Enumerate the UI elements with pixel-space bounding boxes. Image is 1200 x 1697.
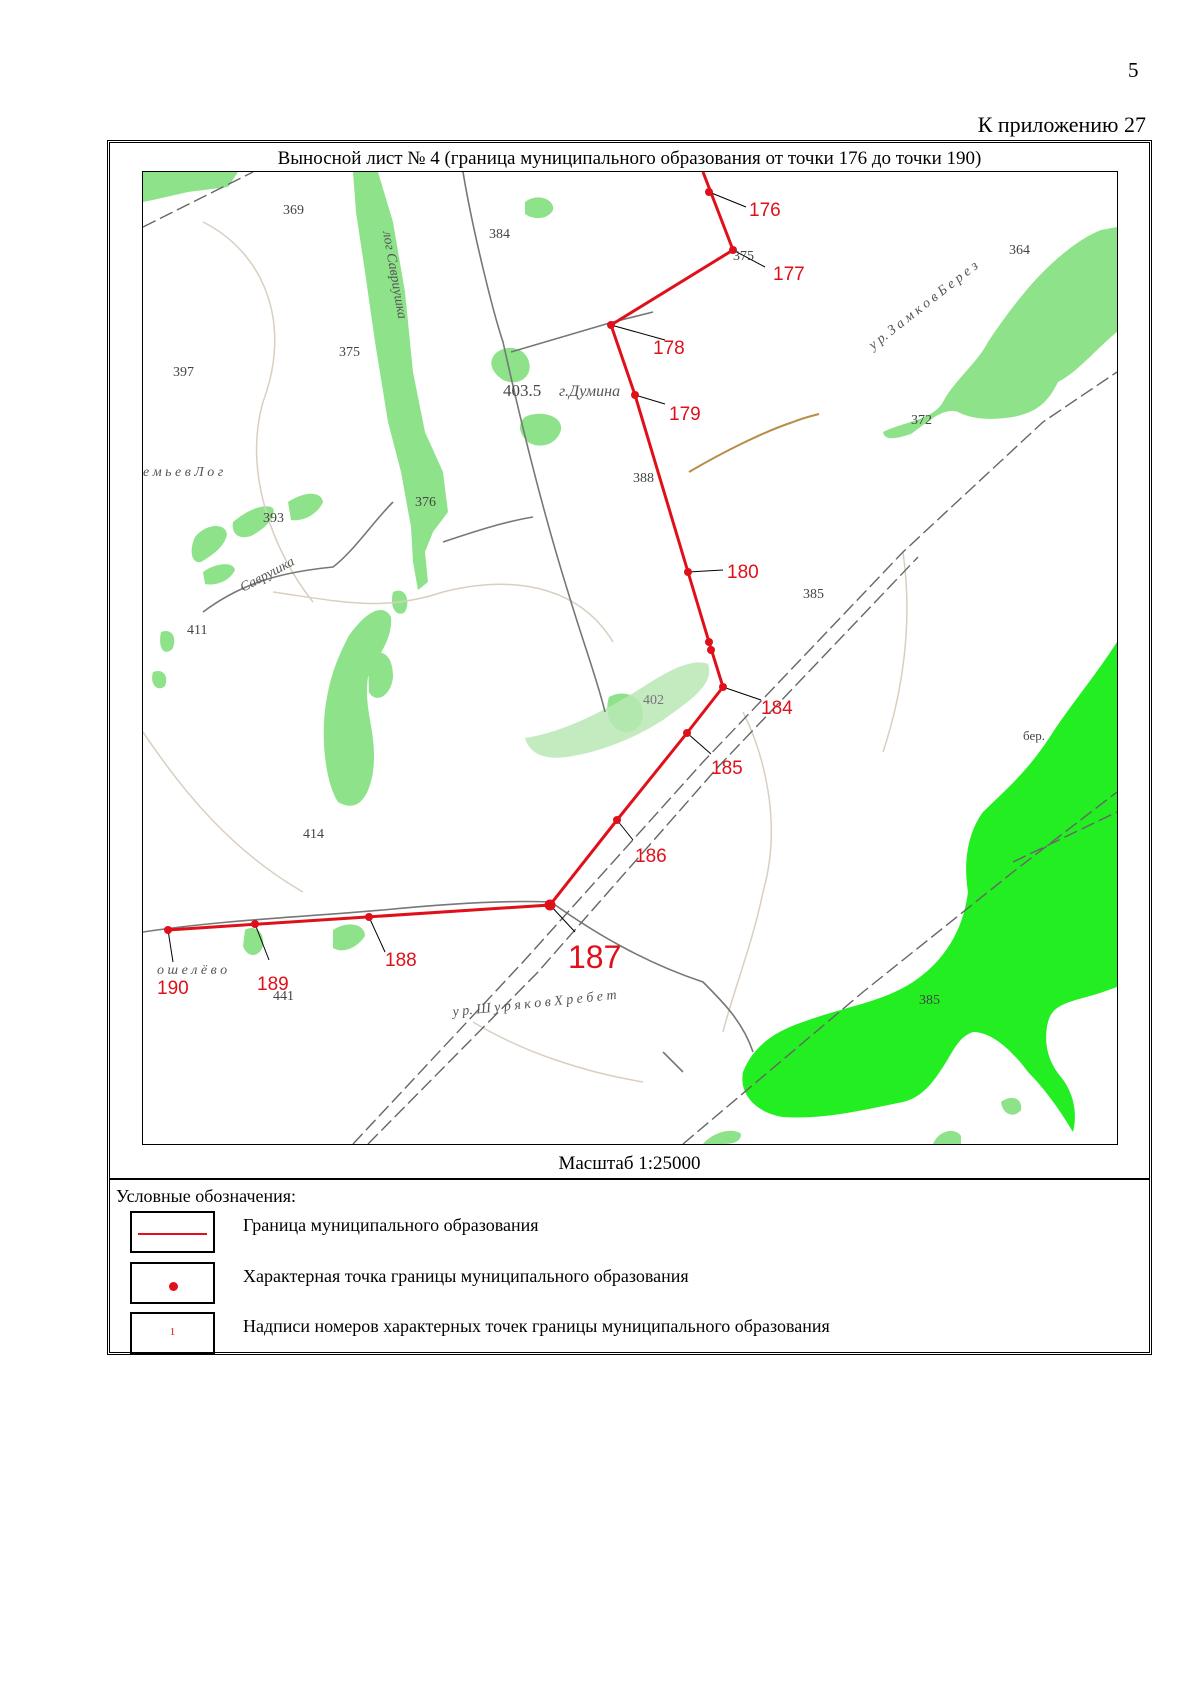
legend-symbol-boundary-point xyxy=(130,1262,215,1304)
label-178: 178 xyxy=(653,338,685,359)
height-369: 369 xyxy=(283,203,304,218)
forest-patch xyxy=(353,172,448,590)
legend-symbol-point-number xyxy=(130,1312,215,1354)
label-189: 189 xyxy=(257,974,289,995)
label-log-savrushka: лог Савриушка xyxy=(379,230,410,321)
boundary-line xyxy=(168,172,733,930)
marsh-area xyxy=(525,662,709,757)
legend-text-boundary: Граница муниципального образования xyxy=(243,1215,539,1235)
appendix-reference: К приложению 27 xyxy=(977,112,1146,137)
height-388: 388 xyxy=(633,471,654,486)
label-emelev-log: е м ь е в Л о г xyxy=(143,465,224,480)
ravine-line xyxy=(689,414,819,472)
height-375: 375 xyxy=(733,249,754,264)
map-area[interactable] xyxy=(142,171,1118,1145)
map-labels xyxy=(143,203,1045,1020)
height-385b: 385 xyxy=(919,993,940,1008)
forest-patch xyxy=(933,1131,961,1144)
height-385: 385 xyxy=(803,587,824,602)
boundary-point-182 xyxy=(707,646,715,654)
forest-patch xyxy=(243,928,263,955)
boundary-point-178 xyxy=(607,321,615,329)
label-176: 176 xyxy=(749,200,781,221)
legend-symbol-boundary-line xyxy=(130,1211,215,1253)
page-number: 5 xyxy=(1128,58,1139,82)
boundary-point-188 xyxy=(365,913,373,921)
height-397: 397 xyxy=(173,365,194,380)
boundary-point-187 xyxy=(545,900,556,911)
label-184: 184 xyxy=(761,698,793,719)
boundary-point-189 xyxy=(251,920,259,928)
forest-patch xyxy=(288,494,323,521)
label-179: 179 xyxy=(669,404,701,425)
forest-patch xyxy=(160,631,174,652)
height-364: 364 xyxy=(1009,243,1030,258)
height-411: 411 xyxy=(187,623,208,638)
legend-text-point: Характерная точка границы муниципального образования xyxy=(243,1266,689,1286)
forest-patch xyxy=(152,671,166,688)
boundary-point-176 xyxy=(705,188,713,196)
forest-patch xyxy=(1001,1098,1021,1115)
forest-patch xyxy=(333,924,365,950)
legend-text-number: Надписи номеров характерных точек границы муниципального образования xyxy=(243,1316,830,1336)
roads xyxy=(143,172,753,1072)
height-376: 376 xyxy=(415,495,436,510)
label-188: 188 xyxy=(385,950,417,971)
boundary-point-190 xyxy=(164,926,172,934)
boundary-point-184 xyxy=(719,683,727,691)
label-186: 186 xyxy=(635,846,667,867)
forest-patch xyxy=(324,610,391,806)
sheet-frame xyxy=(107,140,1152,1355)
boundary-point-186 xyxy=(613,816,621,824)
height-402: 402 xyxy=(643,693,664,708)
forest-patch xyxy=(143,172,238,202)
height-393: 393 xyxy=(263,511,284,526)
road xyxy=(551,902,753,1052)
height-375b: 375 xyxy=(339,345,360,360)
label-shuryakov: у р. Ш у р я к о в Х р е б е т xyxy=(451,987,618,1020)
legend-title: Условные обозначения: xyxy=(116,1186,297,1206)
forest-patch xyxy=(192,526,227,562)
label-187: 187 xyxy=(568,939,622,975)
height-403: 403.5 xyxy=(503,381,542,400)
height-372: 372 xyxy=(911,413,932,428)
boundary-point-181 xyxy=(705,638,713,646)
label-190: 190 xyxy=(157,978,189,999)
height-384: 384 xyxy=(489,227,510,242)
label-180: 180 xyxy=(727,562,759,583)
boundary-point-180 xyxy=(684,568,692,576)
forest-patch xyxy=(525,197,553,218)
label-dumina: г.Думина xyxy=(559,383,621,400)
road xyxy=(663,1052,683,1072)
height-441: 441 xyxy=(273,989,294,1004)
height-414: 414 xyxy=(303,827,324,842)
road xyxy=(511,312,653,352)
label-oshelevo: о ш е л ё в о xyxy=(157,963,228,978)
sheet-title: Выносной лист № 4 (граница муниципального образования от точки 176 до точки 190) xyxy=(277,148,982,169)
label-savrushka: Саврушка xyxy=(237,554,298,596)
legend-number-sample: 1 xyxy=(169,1326,176,1338)
label-zamkov: у р. З а м к о в Б е р е з xyxy=(866,258,982,354)
label-185: 185 xyxy=(711,758,743,779)
map-scale: Масштаб 1:25000 xyxy=(558,1153,701,1174)
road xyxy=(443,517,533,542)
bright-forest xyxy=(742,642,1117,1132)
forest-patch xyxy=(883,227,1117,438)
legend-divider xyxy=(110,1178,1149,1180)
boundary-point-185 xyxy=(683,729,691,737)
forest-patch xyxy=(203,564,235,584)
point-labels xyxy=(157,200,805,999)
boundary-point-179 xyxy=(631,391,639,399)
forest-patch xyxy=(703,1131,741,1144)
label-ber: бер. xyxy=(1023,728,1045,743)
forest-patch xyxy=(368,653,393,698)
map-svg xyxy=(143,172,1117,1144)
label-177: 177 xyxy=(773,264,805,285)
